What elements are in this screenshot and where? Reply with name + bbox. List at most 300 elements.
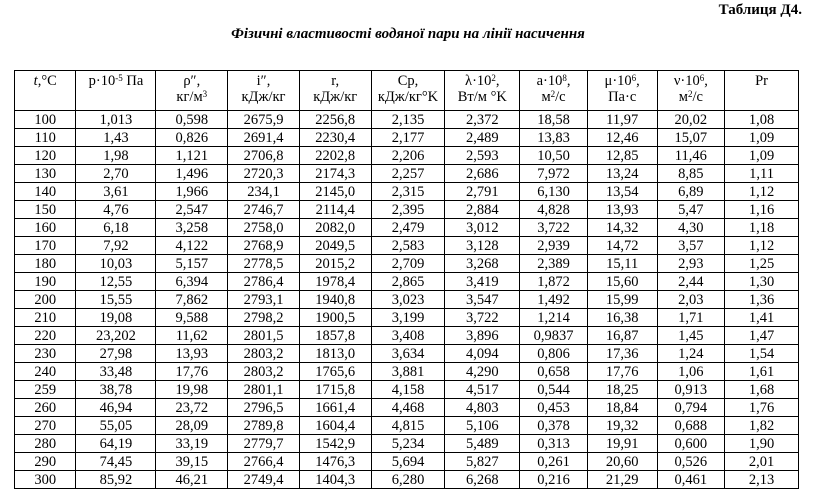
table-cell: 2798,2: [228, 309, 300, 327]
table-cell: 1,25: [725, 255, 799, 273]
table-cell: 6,394: [156, 273, 228, 291]
table-cell: 7,972: [520, 165, 588, 183]
table-cell: 19,91: [587, 435, 657, 453]
table-cell: 0,216: [520, 471, 588, 489]
table-cell: 2768,9: [228, 237, 300, 255]
table-cell: 5,47: [657, 201, 725, 219]
table-cell: 4,290: [445, 363, 520, 381]
table-cell: 0,453: [520, 399, 588, 417]
table-cell: 6,130: [520, 183, 588, 201]
table-cell: 2114,4: [299, 201, 371, 219]
table-cell: 300: [15, 471, 76, 489]
table-cell: 2766,4: [228, 453, 300, 471]
table-cell: 2,44: [657, 273, 725, 291]
table-cell: 1,54: [725, 345, 799, 363]
column-header: [587, 71, 657, 111]
table-cell: 18,84: [587, 399, 657, 417]
table-cell: 1,966: [156, 183, 228, 201]
header-row: [15, 71, 799, 111]
table-cell: 3,268: [445, 255, 520, 273]
table-cell: 7,92: [76, 237, 156, 255]
table-cell: 2793,1: [228, 291, 300, 309]
table-row: [15, 147, 799, 165]
table-row: [15, 363, 799, 381]
table-cell: 5,157: [156, 255, 228, 273]
table-cell: 15,60: [587, 273, 657, 291]
table-cell: 1404,3: [299, 471, 371, 489]
table-cell: 230: [15, 345, 76, 363]
table-cell: 220: [15, 327, 76, 345]
table-cell: 0,658: [520, 363, 588, 381]
table-cell: 16,87: [587, 327, 657, 345]
header-exponent: 6: [631, 73, 637, 83]
table-cell: 2,206: [371, 147, 445, 165]
column-header: [156, 71, 228, 111]
table-cell: 4,803: [445, 399, 520, 417]
table-cell: 1813,0: [299, 345, 371, 363]
column-header: [228, 71, 300, 111]
table-cell: 1857,8: [299, 327, 371, 345]
table-row: [15, 453, 799, 471]
column-header: [657, 71, 725, 111]
table-cell: 2,257: [371, 165, 445, 183]
table-cell: 4,815: [371, 417, 445, 435]
table-cell: 2,389: [520, 255, 588, 273]
table-cell: 1,121: [156, 147, 228, 165]
table-cell: 2746,7: [228, 201, 300, 219]
column-header: [299, 71, 371, 111]
header-unit: кг/м: [176, 89, 203, 105]
table-row: [15, 291, 799, 309]
table-cell: 2749,4: [228, 471, 300, 489]
table-cell: 1,61: [725, 363, 799, 381]
header-suffix: ,: [566, 73, 571, 89]
table-cell: 1,872: [520, 273, 588, 291]
table-cell: 3,128: [445, 237, 520, 255]
header-symbol: a·10: [536, 73, 563, 89]
table-cell: 2,70: [76, 165, 156, 183]
table-cell: 2,13: [725, 471, 799, 489]
table-cell: 33,19: [156, 435, 228, 453]
table-cell: 2,93: [657, 255, 725, 273]
table-row: [15, 273, 799, 291]
table-cell: 46,94: [76, 399, 156, 417]
table-cell: 15,99: [587, 291, 657, 309]
table-cell: 46,21: [156, 471, 228, 489]
table-cell: 0,526: [657, 453, 725, 471]
table-cell: 27,98: [76, 345, 156, 363]
table-cell: 1,71: [657, 309, 725, 327]
table-cell: 10,50: [520, 147, 588, 165]
header-symbol: r,: [331, 73, 340, 89]
table-cell: 3,881: [371, 363, 445, 381]
table-cell: 0,600: [657, 435, 725, 453]
table-cell: 4,158: [371, 381, 445, 399]
header-exponent: -5: [115, 73, 123, 83]
table-cell: 1,18: [725, 219, 799, 237]
header-unit: кДж/кг: [241, 89, 286, 105]
table-cell: 13,93: [156, 345, 228, 363]
table-cell: 5,827: [445, 453, 520, 471]
table-cell: 1542,9: [299, 435, 371, 453]
table-cell: 16,38: [587, 309, 657, 327]
table-cell: 2758,0: [228, 219, 300, 237]
table-row: [15, 345, 799, 363]
table-cell: 2,479: [371, 219, 445, 237]
table-cell: 12,55: [76, 273, 156, 291]
table-cell: 259: [15, 381, 76, 399]
table-cell: 170: [15, 237, 76, 255]
table-cell: 190: [15, 273, 76, 291]
table-cell: 2778,5: [228, 255, 300, 273]
table-cell: 0,378: [520, 417, 588, 435]
table-cell: 1,68: [725, 381, 799, 399]
header-exponent: 6: [699, 73, 705, 83]
table-cell: 3,722: [445, 309, 520, 327]
table-cell: 4,468: [371, 399, 445, 417]
table-cell: 1,30: [725, 273, 799, 291]
table-cell: 110: [15, 129, 76, 147]
table-cell: 234,1: [228, 183, 300, 201]
header-unit: кДж/кг: [313, 89, 358, 105]
table-cell: 240: [15, 363, 76, 381]
table-cell: 1,43: [76, 129, 156, 147]
table-cell: 5,234: [371, 435, 445, 453]
table-cell: 1,013: [76, 111, 156, 129]
table-cell: 2174,3: [299, 165, 371, 183]
table-header: [15, 71, 799, 111]
header-unit-exponent: 2: [687, 89, 693, 99]
table-cell: 2,03: [657, 291, 725, 309]
table-cell: 0,313: [520, 435, 588, 453]
table-cell: 2786,4: [228, 273, 300, 291]
table-cell: 15,07: [657, 129, 725, 147]
table-cell: 11,97: [587, 111, 657, 129]
table-cell: 0,544: [520, 381, 588, 399]
table-cell: 5,106: [445, 417, 520, 435]
table-cell: 3,61: [76, 183, 156, 201]
header-symbol: ν·10: [673, 73, 700, 89]
table-cell: 2015,2: [299, 255, 371, 273]
table-cell: 18,25: [587, 381, 657, 399]
table-label: Таблиця Д4.: [718, 2, 802, 18]
table-cell: 3,896: [445, 327, 520, 345]
table-cell: 85,92: [76, 471, 156, 489]
table-cell: 13,83: [520, 129, 588, 147]
table-cell: 4,122: [156, 237, 228, 255]
table-row: [15, 399, 799, 417]
table-title: Фізичні властивості водяної пари на лінії насичення: [231, 26, 585, 42]
table-row: [15, 381, 799, 399]
table-cell: 2803,2: [228, 363, 300, 381]
header-unit: м: [678, 89, 688, 105]
table-cell: 2,395: [371, 201, 445, 219]
table-cell: 2,593: [445, 147, 520, 165]
table-cell: 180: [15, 255, 76, 273]
table-cell: 2,489: [445, 129, 520, 147]
table-cell: 2202,8: [299, 147, 371, 165]
table-row: [15, 435, 799, 453]
table-cell: 0,9837: [520, 327, 588, 345]
table-cell: 200: [15, 291, 76, 309]
table-cell: 33,48: [76, 363, 156, 381]
header-symbol: ρ″: [183, 73, 197, 89]
table-row: [15, 183, 799, 201]
table-cell: 64,19: [76, 435, 156, 453]
table-cell: 0,461: [657, 471, 725, 489]
table-cell: 4,094: [445, 345, 520, 363]
table-cell: 2,01: [725, 453, 799, 471]
table-cell: 1,82: [725, 417, 799, 435]
table-cell: 130: [15, 165, 76, 183]
table-cell: 3,57: [657, 237, 725, 255]
table-cell: 2691,4: [228, 129, 300, 147]
header-unit-suffix: /с: [692, 89, 703, 105]
table-cell: 0,826: [156, 129, 228, 147]
table-cell: 2,884: [445, 201, 520, 219]
table-body: [15, 111, 799, 489]
table-cell: 1,11: [725, 165, 799, 183]
table-cell: 21,29: [587, 471, 657, 489]
table-cell: 1,47: [725, 327, 799, 345]
table-cell: 2,865: [371, 273, 445, 291]
table-cell: 39,15: [156, 453, 228, 471]
table-cell: 1765,6: [299, 363, 371, 381]
table-cell: 5,694: [371, 453, 445, 471]
table-cell: 1,492: [520, 291, 588, 309]
table-cell: 3,199: [371, 309, 445, 327]
table-cell: 1,45: [657, 327, 725, 345]
table-cell: 2803,2: [228, 345, 300, 363]
header-unit: м: [541, 89, 551, 105]
table-cell: 10,03: [76, 255, 156, 273]
table-cell: 1661,4: [299, 399, 371, 417]
table-cell: 4,828: [520, 201, 588, 219]
table-cell: 0,913: [657, 381, 725, 399]
table-cell: 1,90: [725, 435, 799, 453]
table-cell: 23,202: [76, 327, 156, 345]
table-cell: 1476,3: [299, 453, 371, 471]
table-row: [15, 219, 799, 237]
table-cell: 15,55: [76, 291, 156, 309]
table-cell: 20,60: [587, 453, 657, 471]
table-cell: 11,46: [657, 147, 725, 165]
table-cell: 1,06: [657, 363, 725, 381]
table-cell: 160: [15, 219, 76, 237]
table-cell: 2706,8: [228, 147, 300, 165]
table-cell: 6,18: [76, 219, 156, 237]
table-cell: 2256,8: [299, 111, 371, 129]
table-cell: 2796,5: [228, 399, 300, 417]
table-cell: 1,496: [156, 165, 228, 183]
table-cell: 6,280: [371, 471, 445, 489]
table-cell: 19,98: [156, 381, 228, 399]
table-row: [15, 201, 799, 219]
table-cell: 23,72: [156, 399, 228, 417]
header-symbol: t: [33, 73, 38, 89]
table-cell: 3,634: [371, 345, 445, 363]
header-unit-suffix: /с: [555, 89, 566, 105]
table-cell: 28,09: [156, 417, 228, 435]
table-cell: 1,76: [725, 399, 799, 417]
table-cell: 20,02: [657, 111, 725, 129]
table-cell: 1,12: [725, 183, 799, 201]
header-symbol: i″: [256, 73, 267, 89]
table-cell: 2,939: [520, 237, 588, 255]
table-cell: 13,93: [587, 201, 657, 219]
table-cell: 2801,1: [228, 381, 300, 399]
table-cell: 1,36: [725, 291, 799, 309]
header-suffix: ,: [636, 73, 640, 89]
table-cell: 2145,0: [299, 183, 371, 201]
table-row: [15, 237, 799, 255]
table-cell: 0,806: [520, 345, 588, 363]
table-cell: 8,85: [657, 165, 725, 183]
table-cell: 38,78: [76, 381, 156, 399]
table-cell: 55,05: [76, 417, 156, 435]
header-suffix: ,: [704, 73, 708, 89]
header-suffix: ,°C: [37, 73, 57, 89]
table-cell: 9,588: [156, 309, 228, 327]
column-header: [15, 71, 76, 111]
table-cell: 12,85: [587, 147, 657, 165]
column-header: [725, 71, 799, 111]
table-cell: 2,315: [371, 183, 445, 201]
table-cell: 1715,8: [299, 381, 371, 399]
header-symbol: p·10: [88, 73, 116, 89]
table-cell: 2082,0: [299, 219, 371, 237]
table-cell: 2789,8: [228, 417, 300, 435]
table-cell: 3,408: [371, 327, 445, 345]
header-suffix: ,: [196, 73, 201, 89]
table-cell: 0,598: [156, 111, 228, 129]
table-cell: 6,268: [445, 471, 520, 489]
table-cell: 5,489: [445, 435, 520, 453]
table-cell: 140: [15, 183, 76, 201]
table-cell: 3,012: [445, 219, 520, 237]
table-cell: 1,09: [725, 147, 799, 165]
header-suffix: Па: [122, 73, 144, 89]
table-row: [15, 111, 799, 129]
header-unit-exponent: 2: [550, 89, 556, 99]
table-cell: 18,58: [520, 111, 588, 129]
table-cell: 19,32: [587, 417, 657, 435]
table-cell: 210: [15, 309, 76, 327]
table-cell: 12,46: [587, 129, 657, 147]
table-row: [15, 165, 799, 183]
table-cell: 0,794: [657, 399, 725, 417]
table-cell: 2,547: [156, 201, 228, 219]
table-cell: 4,76: [76, 201, 156, 219]
table-cell: 150: [15, 201, 76, 219]
table-cell: 1,41: [725, 309, 799, 327]
table-cell: 74,45: [76, 453, 156, 471]
header-exponent: 2: [491, 73, 496, 83]
table-row: [15, 417, 799, 435]
properties-table: [14, 70, 799, 489]
column-header: [371, 71, 445, 111]
table-cell: 2049,5: [299, 237, 371, 255]
table-cell: 2230,4: [299, 129, 371, 147]
table-cell: 1,24: [657, 345, 725, 363]
table-cell: 6,89: [657, 183, 725, 201]
table-cell: 0,688: [657, 417, 725, 435]
table-cell: 15,11: [587, 255, 657, 273]
header-suffix: ,: [266, 73, 271, 89]
table-cell: 2,135: [371, 111, 445, 129]
table-cell: 270: [15, 417, 76, 435]
header-unit: Па·с: [608, 89, 637, 105]
table-cell: 1,16: [725, 201, 799, 219]
header-suffix: ,: [495, 73, 500, 89]
table-cell: 1,09: [725, 129, 799, 147]
table-cell: 0,261: [520, 453, 588, 471]
header-symbol: μ·10: [604, 73, 632, 89]
table-row: [15, 309, 799, 327]
table-cell: 1,08: [725, 111, 799, 129]
table-cell: 14,72: [587, 237, 657, 255]
header-symbol: Pr: [755, 73, 769, 89]
table-cell: 2,686: [445, 165, 520, 183]
header-unit: кДж/кг°K: [377, 89, 439, 105]
table-cell: 3,023: [371, 291, 445, 309]
table-row: [15, 471, 799, 489]
table-cell: 2,791: [445, 183, 520, 201]
table-cell: 2,372: [445, 111, 520, 129]
table-cell: 17,36: [587, 345, 657, 363]
table-cell: 17,76: [587, 363, 657, 381]
table-row: [15, 255, 799, 273]
table-cell: 3,547: [445, 291, 520, 309]
table-cell: 1,214: [520, 309, 588, 327]
table-cell: 13,54: [587, 183, 657, 201]
table-cell: 19,08: [76, 309, 156, 327]
table-cell: 3,258: [156, 219, 228, 237]
table-cell: 2720,3: [228, 165, 300, 183]
table-cell: 4,30: [657, 219, 725, 237]
header-exponent: 8: [562, 73, 567, 83]
column-header: [520, 71, 588, 111]
table-cell: 4,517: [445, 381, 520, 399]
table-cell: 17,76: [156, 363, 228, 381]
table-cell: 1,12: [725, 237, 799, 255]
column-header: [76, 71, 156, 111]
table-cell: 3,722: [520, 219, 588, 237]
table-cell: 1,98: [76, 147, 156, 165]
header-symbol: λ·10: [465, 73, 492, 89]
table-cell: 280: [15, 435, 76, 453]
table-cell: 120: [15, 147, 76, 165]
table-cell: 290: [15, 453, 76, 471]
table-cell: 1978,4: [299, 273, 371, 291]
table-cell: 100: [15, 111, 76, 129]
table-cell: 3,419: [445, 273, 520, 291]
table-cell: 2,709: [371, 255, 445, 273]
table-row: [15, 327, 799, 345]
table-cell: 11,62: [156, 327, 228, 345]
table-cell: 2,177: [371, 129, 445, 147]
table-cell: 14,32: [587, 219, 657, 237]
table-cell: 260: [15, 399, 76, 417]
header-symbol: Cp,: [397, 73, 419, 89]
column-header: [445, 71, 520, 111]
table-cell: 1900,5: [299, 309, 371, 327]
header-unit-exponent: 3: [202, 89, 208, 99]
table-cell: 7,862: [156, 291, 228, 309]
table-cell: 2779,7: [228, 435, 300, 453]
table-cell: 2,583: [371, 237, 445, 255]
table-cell: 2675,9: [228, 111, 300, 129]
